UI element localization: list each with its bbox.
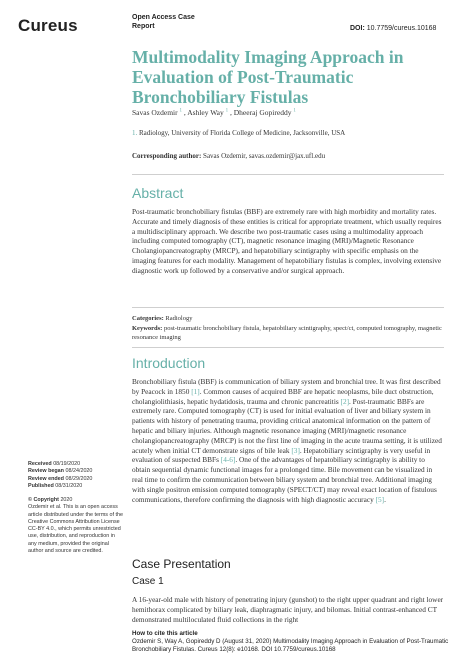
- keywords-text: post-traumatic bronchobiliary fistula, hepatobiliary scintigraphy, spect/ct, computed tomography, magnetic resonance imaging: [132, 325, 442, 341]
- publication-history: Received 08/19/2020 Review began 08/24/2020 Review ended 08/29/2020 Published 08/31/2020: [28, 461, 93, 489]
- doi: [350, 25, 436, 32]
- license-text: Ozdemir et al. This is an open access article distributed under the terms of the Creative Commons Attribution License CC-BY 4.0., which permits unrestricted use, distribution, and reproduction in any medium, provided the original author and source are credited.: [28, 504, 123, 555]
- case-1-heading: Case 1: [132, 576, 164, 587]
- author-sup: 1: [179, 108, 182, 114]
- divider: [132, 347, 444, 348]
- doi-value[interactable]: 10.7759/cureus.10168: [366, 25, 437, 32]
- divider: [132, 174, 444, 175]
- abstract-text: Post-traumatic bronchobiliary fistulas (BBF) are extremely rare with high morbidity and mortality rates. Accurate and timely diagnosis of these entities is critical for appropriate treatment, which usually requires a multidisciplinary approach. We describe two post-traumatic cases using a multimodality approach including computed tomography (CT), magnetic resonance imaging (MRI)/Magnetic Resonance Cholangiopancreatography (MRCP), and hepatobiliary scintigraphy with specific emphasis on the imaging features for each modality. Management of hepatobiliary fistulas is complex, involving extensive diagnostic work up followed by a conservative and/or surgical approach.: [132, 207, 442, 275]
- how-to-cite-text: Ozdemir S, Way A, Gopireddy D (August 31, 2020) Multimodality Imaging Approach in Evaluation of Post-Traumatic Bronchobiliary Fistulas. Cureus 12(8): e10168. DOI 10.7759/cureus.10168: [132, 638, 449, 653]
- categories-label: Categories:: [132, 315, 164, 322]
- case-1-text: A 16-year-old male with history of penetrating injury (gunshot) to the right upper quadrant and right lower hemithorax complicated by biliary leak, diaphragmatic injury, and bilomas. Initial contrast-enhanced CT demonstrated multiloculated fluid collections in the right: [132, 595, 444, 624]
- divider: [132, 307, 444, 308]
- article-type-line2: Report: [132, 23, 155, 30]
- article-type: [132, 13, 195, 31]
- how-to-cite-label: How to cite this article: [132, 630, 198, 637]
- author-sup: 1: [225, 108, 229, 114]
- citation-link[interactable]: [4-6]: [220, 455, 236, 465]
- author-name[interactable]: Ashley Way: [187, 108, 224, 117]
- affiliation: [132, 129, 345, 137]
- corresponding-author: [132, 152, 325, 160]
- author-sup: 1: [293, 108, 296, 114]
- copyright-block: © Copyright 2020 Ozdemir et al. This is an open access article distributed under the terms of the Creative Commons Attribution License CC-BY 4.0., which permits unrestricted use, distribution, and reproduction in any medium, provided the original author and source are credited.: [28, 497, 123, 555]
- author-list: Savas Ozdemir $^1$ , Ashley Way $^1$ , Dheeraj Gopireddy $^1$: [132, 108, 296, 117]
- author-name[interactable]: Savas Ozdemir: [132, 108, 178, 117]
- categories-text[interactable]: Radiology: [165, 315, 193, 322]
- keywords-label: Keywords:: [132, 325, 163, 332]
- citation-link[interactable]: [3]: [291, 445, 300, 455]
- article-type-line1: Open Access Case: [132, 14, 195, 21]
- abstract-heading: Abstract: [132, 185, 184, 201]
- corresponding-label: Corresponding author:: [132, 152, 202, 160]
- categories: [132, 314, 444, 323]
- citation-link[interactable]: [1]: [191, 386, 200, 396]
- affiliation-text: Radiology, University of Florida College of Medicine, Jacksonville, USA: [139, 129, 346, 137]
- cureus-logo: Cureus: [18, 16, 78, 35]
- citation-link[interactable]: [5]: [375, 494, 385, 504]
- doi-label: DOI:: [350, 25, 365, 32]
- introduction-text: Bronchobiliary fistula (BBF) is communication of biliary system and bronchial tree. It was first described by Peacock in 1850 [1]. Common causes of acquired BBF are hepatic neoplasms, bile duct obstruction, cholangiolithiasis, hepatic hydatidosis, trauma and chronic pancreatitis [2]. Post-traumatic BBFs are extremely rare. Computed tomography (CT) is used for initial evaluation of liver and biliary system in patients with history of penetrating trauma, providing critical anatomical information on the pattern of hepatic and biliary injuries. Although magnetic resonance imaging (MRI)/magnetic resonance cholangiopancreatography (MRCP) is not the first line of imaging in the acute trauma setting, it is utilized acutely when initial CT demonstrate signs of bile leak [3]. Hepatobiliary scintigraphy is very useful in evaluation of suspected BBFs [4-6]. One of the advantages of hepatobiliary scintigraphy is ability to obtain sequential dynamic functional images for a prolonged time. Bile movement can be visualized in real time to confirm the communication between biliary system and bronchial tree. Additional imaging with single positron emission computed tomography (SPECT/CT) may reveal exact location of fistulous communications, therefore confirming the diagnosis with high diagnostic accuracy [5].: [132, 377, 442, 504]
- author-name[interactable]: Dheeraj Gopireddy: [233, 108, 292, 117]
- affiliation-number: 1.: [132, 129, 138, 137]
- article-title: Multimodality Imaging Approach in Evaluation of Post-Traumatic Bronchobiliary Fistulas: [132, 47, 404, 107]
- how-to-cite: [132, 630, 452, 654]
- corresponding-text[interactable]: Savas Ozdemir, savas.ozdemir@jax.ufl.edu: [203, 152, 326, 160]
- keywords: [132, 324, 444, 342]
- case-presentation-heading: Case Presentation: [132, 557, 231, 571]
- introduction-heading: Introduction: [132, 355, 206, 371]
- citation-link[interactable]: [2]: [340, 396, 350, 406]
